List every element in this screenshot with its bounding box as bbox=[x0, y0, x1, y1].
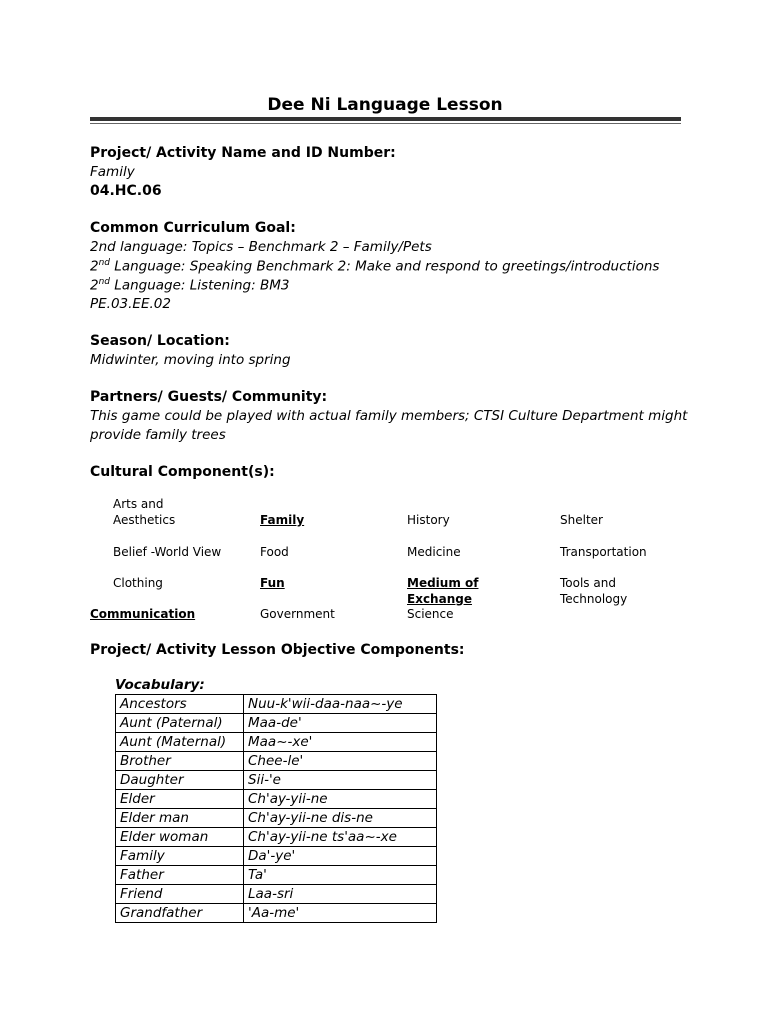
cultural-component: Government bbox=[260, 607, 335, 621]
english-word: Elder man bbox=[116, 809, 244, 828]
dee-ni-word: Maa~-xe' bbox=[244, 733, 437, 752]
english-word: Aunt (Maternal) bbox=[116, 733, 244, 752]
title-rule-thin bbox=[90, 123, 681, 124]
goal-line-3: 2nd Language: Listening: BM3 bbox=[90, 277, 290, 294]
cultural-component: Medium of Exchange bbox=[407, 576, 479, 606]
dee-ni-word: 'Aa-me' bbox=[244, 904, 437, 923]
vocabulary-label: Vocabulary: bbox=[115, 677, 205, 693]
cultural-component: Transportation bbox=[560, 545, 647, 559]
title-rule bbox=[90, 117, 681, 121]
english-word: Elder woman bbox=[116, 828, 244, 847]
cultural-component: Science bbox=[407, 607, 454, 621]
dee-ni-word: Nuu-k'wii-daa-naa~-ye bbox=[244, 695, 437, 714]
english-word: Grandfather bbox=[116, 904, 244, 923]
english-word: Ancestors bbox=[116, 695, 244, 714]
english-word: Father bbox=[116, 866, 244, 885]
season-header: Season/ Location: bbox=[90, 333, 230, 349]
vocabulary-table bbox=[115, 694, 437, 923]
partners-line-1: This game could be played with actual family members; CTSI Culture Department might bbox=[90, 408, 688, 424]
english-word: Friend bbox=[116, 885, 244, 904]
cultural-component: Fun bbox=[260, 576, 285, 590]
cultural-component: Medicine bbox=[407, 545, 461, 559]
partners-line-2: provide family trees bbox=[90, 427, 226, 443]
vocabulary-row bbox=[116, 752, 437, 771]
goal-line-2: 2nd Language: Speaking Benchmark 2: Make and respond to greetings/introductions bbox=[90, 258, 660, 275]
season-text: Midwinter, moving into spring bbox=[90, 352, 291, 368]
vocabulary-row bbox=[116, 771, 437, 790]
project-header: Project/ Activity Name and ID Number: bbox=[90, 145, 396, 161]
cultural-component: Arts and Aesthetics bbox=[113, 497, 176, 527]
vocabulary-row bbox=[116, 904, 437, 923]
vocabulary-row bbox=[116, 847, 437, 866]
english-word: Family bbox=[116, 847, 244, 866]
dee-ni-word: Da'-ye' bbox=[244, 847, 437, 866]
english-word: Daughter bbox=[116, 771, 244, 790]
goal-line-4: PE.03.EE.02 bbox=[90, 296, 171, 312]
cultural-component: Shelter bbox=[560, 513, 603, 527]
cultural-component: Family bbox=[260, 513, 305, 527]
dee-ni-word: Ch'ay-yii-ne dis-ne bbox=[244, 809, 437, 828]
dee-ni-word: Sii-'e bbox=[244, 771, 437, 790]
english-word: Aunt (Paternal) bbox=[116, 714, 244, 733]
page-title: Dee Ni Language Lesson bbox=[267, 95, 503, 115]
cultural-component: Communication bbox=[90, 607, 196, 621]
english-word: Elder bbox=[116, 790, 244, 809]
vocabulary-row bbox=[116, 866, 437, 885]
objective-header: Project/ Activity Lesson Objective Components: bbox=[90, 642, 465, 658]
dee-ni-word: Laa-sri bbox=[244, 885, 437, 904]
goal-line-1: 2nd language: Topics – Benchmark 2 – Family/Pets bbox=[90, 239, 432, 255]
partners-header: Partners/ Guests/ Community: bbox=[90, 389, 328, 405]
cultural-component: Belief -World View bbox=[113, 545, 222, 559]
vocabulary-row bbox=[116, 828, 437, 847]
project-id: 04.HC.06 bbox=[90, 183, 162, 199]
vocabulary-row bbox=[116, 695, 437, 714]
english-word: Brother bbox=[116, 752, 244, 771]
vocabulary-row bbox=[116, 885, 437, 904]
dee-ni-word: Ch'ay-yii-ne ts'aa~-xe bbox=[244, 828, 437, 847]
project-name: Family bbox=[90, 164, 135, 180]
dee-ni-word: Maa-de' bbox=[244, 714, 437, 733]
cultural-component: History bbox=[407, 513, 450, 527]
dee-ni-word: Ta' bbox=[244, 866, 437, 885]
cultural-component: Tools and Technology bbox=[560, 576, 628, 606]
vocabulary-row bbox=[116, 790, 437, 809]
vocabulary-row bbox=[116, 733, 437, 752]
vocabulary-row bbox=[116, 714, 437, 733]
vocabulary-row bbox=[116, 809, 437, 828]
dee-ni-word: Ch'ay-yii-ne bbox=[244, 790, 437, 809]
dee-ni-word: Chee-le' bbox=[244, 752, 437, 771]
cultural-component: Food bbox=[260, 545, 289, 559]
cultural-header: Cultural Component(s): bbox=[90, 464, 275, 480]
cultural-component: Clothing bbox=[113, 576, 163, 590]
goal-header: Common Curriculum Goal: bbox=[90, 220, 296, 236]
